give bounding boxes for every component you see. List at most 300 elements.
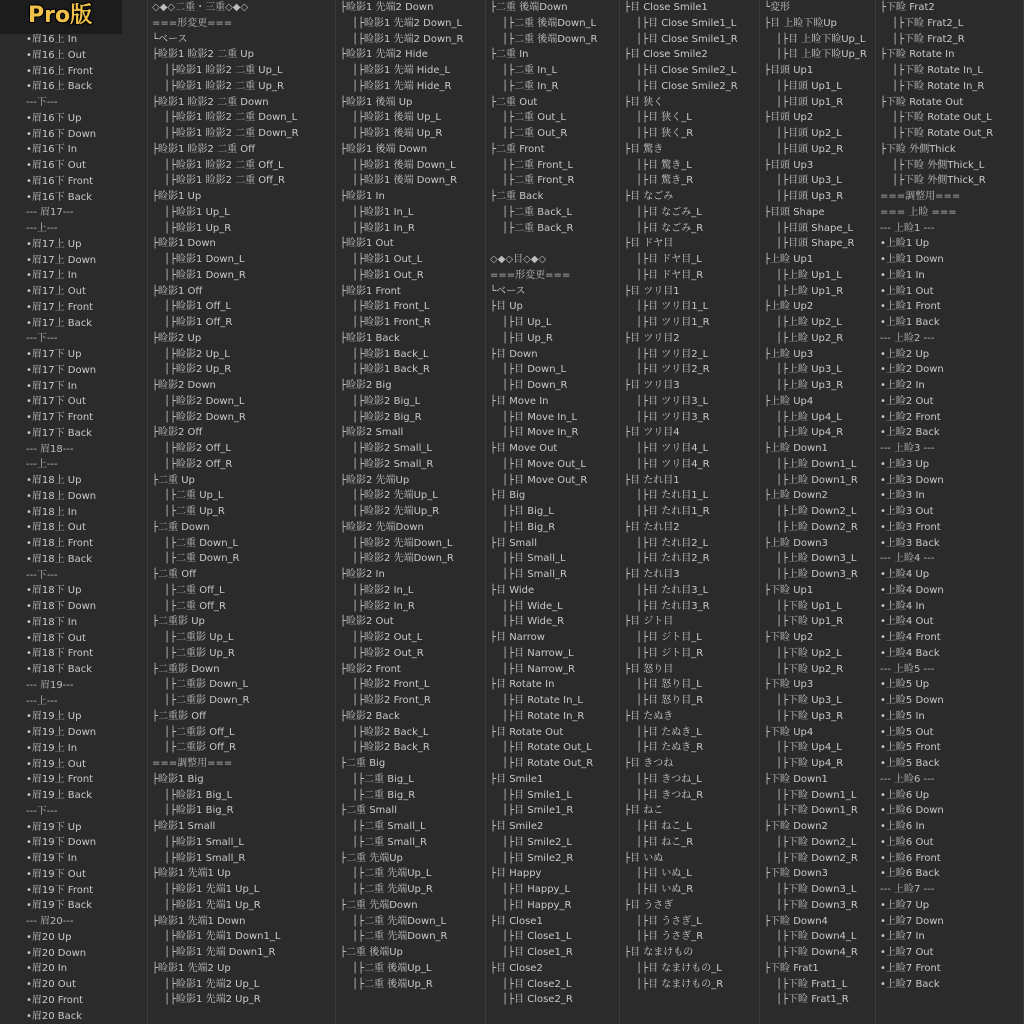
- shape-key-item[interactable]: •眉18下 Out: [26, 632, 86, 644]
- shape-key-item[interactable]: ├目 ドヤ目: [624, 238, 674, 250]
- shape-key-item[interactable]: │├二重 Back_L: [502, 206, 573, 218]
- shape-key-item[interactable]: │├睑影2 Down_R: [164, 411, 246, 423]
- shape-key-item[interactable]: ├目 Small: [490, 537, 537, 549]
- shape-key-item[interactable]: •眉17下 Down: [26, 364, 97, 376]
- shape-key-item[interactable]: │├目 Move Out_R: [502, 474, 588, 486]
- shape-key-item[interactable]: │├睑影1 Off_R: [164, 317, 233, 328]
- shape-key-item[interactable]: │├睑影2 Front_L: [352, 679, 430, 691]
- shape-key-item[interactable]: │├目 狭く_L: [636, 112, 692, 124]
- shape-key-item[interactable]: •眉17下 Up: [26, 349, 82, 360]
- shape-key-item[interactable]: │├下睑 Down3_L: [776, 884, 857, 895]
- shape-key-item[interactable]: •眉18下 Back: [26, 664, 93, 675]
- shape-key-item[interactable]: ├目 Narrow: [490, 632, 545, 643]
- shape-key-item[interactable]: │├睑影1 睑影2 二重 Off_R: [164, 175, 286, 187]
- shape-key-item[interactable]: │├睑影1 先端 Down1_R: [164, 947, 276, 958]
- shape-key-item[interactable]: │├下睑 外側Thick_L: [892, 159, 985, 171]
- shape-key-item[interactable]: •眉19下 Out: [26, 868, 86, 880]
- shape-key-item[interactable]: │├目 たれ目3_L: [636, 584, 709, 596]
- shape-key-item[interactable]: │├目 Small_L: [502, 553, 566, 565]
- shape-key-item[interactable]: ├睑影1 In: [340, 191, 385, 202]
- shape-key-item[interactable]: │├睑影2 Back_R: [352, 742, 430, 754]
- shape-key-item[interactable]: •上睑5 Front: [880, 742, 941, 754]
- shape-key-item[interactable]: ├二重 後端Up: [340, 947, 403, 958]
- shape-key-item[interactable]: │├目頭 Up3_L: [776, 175, 842, 187]
- shape-key-item[interactable]: │├下睑 Frat2_R: [892, 33, 965, 45]
- shape-key-item[interactable]: •眉19下 Up: [26, 821, 82, 833]
- shape-key-item[interactable]: ├目 うさぎ: [624, 899, 674, 911]
- shape-key-item[interactable]: │├上睑 Down1_L: [776, 458, 857, 470]
- shape-key-item[interactable]: │├睑影2 先端Down_L: [352, 537, 453, 549]
- shape-key-item[interactable]: │├目 Smile2_R: [502, 852, 574, 864]
- shape-key-item[interactable]: ├目 Up: [490, 301, 523, 313]
- shape-key-item[interactable]: │├睑影1 Big_L: [164, 789, 233, 801]
- shape-key-item[interactable]: │├二重 先端Up_R: [352, 884, 433, 895]
- shape-key-item[interactable]: │├目 驚き_R: [636, 175, 694, 187]
- shape-key-item[interactable]: •眉18下 Front: [26, 648, 94, 660]
- shape-key-item[interactable]: ├睑影1 先端2 Up: [152, 962, 231, 974]
- shape-key-item[interactable]: ├下睑 Up2: [764, 632, 814, 643]
- shape-key-item[interactable]: •眉16下 Back: [26, 191, 93, 203]
- shape-key-item[interactable]: │├上睑 Down2_R: [776, 521, 858, 533]
- shape-key-item[interactable]: │├目 いぬ_R: [636, 884, 694, 895]
- shape-key-item[interactable]: │├二重 先端Down_R: [352, 931, 448, 943]
- shape-key-item[interactable]: │├目 なまけもの_L: [636, 962, 722, 974]
- shape-key-item[interactable]: ├上睑 Up3: [764, 348, 814, 360]
- shape-key-item[interactable]: │├二重 Out_L: [502, 112, 566, 124]
- shape-key-item[interactable]: ├睑影1 Down: [152, 238, 216, 250]
- shape-key-item[interactable]: •眉17下 Out: [26, 396, 86, 408]
- shape-key-item[interactable]: │├二重 Up_R: [164, 506, 225, 517]
- shape-key-item[interactable]: │├下睑 Down2_L: [776, 836, 857, 848]
- shape-key-item[interactable]: •上睑6 Front: [880, 852, 941, 864]
- shape-key-item[interactable]: │├下睑 Down2_R: [776, 852, 858, 864]
- shape-key-item[interactable]: │├下睑 Up2_R: [776, 663, 844, 675]
- shape-key-item[interactable]: │├二重 先端Up_L: [352, 868, 432, 880]
- shape-key-item[interactable]: │├目 ツリ目3_R: [636, 411, 710, 423]
- shape-key-item[interactable]: •眉16上 In: [26, 34, 78, 45]
- shape-key-item[interactable]: ├目 Move Out: [490, 443, 558, 454]
- shape-key-item[interactable]: ├目 Smile1: [490, 773, 544, 785]
- shape-key-item[interactable]: ├下睑 Frat2: [880, 2, 935, 13]
- shape-key-item[interactable]: ├睑影2 Back: [340, 710, 400, 722]
- shape-key-item[interactable]: ├下睑 Up1: [764, 584, 814, 596]
- shape-key-item[interactable]: │├二重 Off_R: [164, 600, 226, 612]
- shape-key-item[interactable]: │├二重 Front_R: [502, 175, 575, 187]
- shape-key-item[interactable]: └ベース: [490, 285, 526, 297]
- shape-key-item[interactable]: │├睑影1 睑影2 二重 Up_L: [164, 65, 283, 76]
- shape-key-item[interactable]: │├上睑 Down3_R: [776, 569, 858, 580]
- shape-key-item[interactable]: •上睑2 Out: [880, 395, 934, 407]
- shape-key-item[interactable]: │├目 狭く_R: [636, 128, 694, 139]
- shape-key-item[interactable]: •上睑1 Back: [880, 317, 940, 328]
- shape-key-item[interactable]: │├目 Wide_L: [502, 600, 563, 612]
- shape-key-item[interactable]: •上睑1 Down: [880, 254, 944, 265]
- shape-key-item[interactable]: │├目 Close2_R: [502, 994, 573, 1006]
- shape-key-item[interactable]: │├目 ねこ_R: [636, 836, 694, 848]
- shape-key-item[interactable]: └変形: [764, 2, 791, 13]
- shape-key-item[interactable]: •上睑5 Up: [880, 679, 930, 691]
- shape-key-item[interactable]: •眉17上 Up: [26, 238, 82, 250]
- shape-key-item[interactable]: •上睑1 Front: [880, 301, 941, 313]
- shape-key-item[interactable]: •上睑5 Out: [880, 726, 934, 738]
- shape-key-item[interactable]: ├目頭 Up2: [764, 112, 814, 124]
- shape-key-item[interactable]: │├睑影1 Up_L: [164, 206, 230, 218]
- shape-key-item[interactable]: │├目 驚き_L: [636, 159, 692, 171]
- shape-key-item[interactable]: ├睑影2 先端Up: [340, 474, 410, 486]
- shape-key-item[interactable]: │├目 なまけもの_R: [636, 978, 724, 990]
- shape-key-item[interactable]: │├目 ツリ目2_R: [636, 364, 710, 376]
- shape-key-item[interactable]: ├睑影1 Back: [340, 332, 400, 344]
- shape-key-item[interactable]: │├上睑 Up1_R: [776, 285, 844, 297]
- shape-key-item[interactable]: │├睑影1 後端 Up_L: [352, 112, 441, 124]
- shape-key-item[interactable]: │├上睑 Up4_L: [776, 411, 842, 423]
- shape-key-item[interactable]: •眉16上 Front: [26, 65, 94, 77]
- shape-key-item[interactable]: •眉18上 Up: [26, 475, 82, 486]
- shape-key-item[interactable]: •眉18下 Up: [26, 585, 82, 597]
- shape-key-item[interactable]: │├目 ドヤ目_L: [636, 254, 702, 265]
- shape-key-item[interactable]: │├睑影2 Out_L: [352, 632, 423, 643]
- shape-key-item[interactable]: │├目頭 Up2_L: [776, 128, 842, 139]
- shape-key-item[interactable]: │├睑影2 Front_R: [352, 695, 431, 706]
- shape-key-item[interactable]: •眉16下 Down: [26, 128, 97, 140]
- shape-key-item[interactable]: └ベース: [152, 33, 188, 45]
- shape-key-item[interactable]: │├二重 後端Down_L: [502, 17, 597, 29]
- shape-key-item[interactable]: ├目 Close1: [490, 915, 543, 927]
- shape-key-item[interactable]: │├下睑 Up4_R: [776, 758, 844, 769]
- shape-key-item[interactable]: │├目 Rotate Out_L: [502, 742, 592, 754]
- shape-key-item[interactable]: •眉19上 Front: [26, 774, 94, 786]
- shape-key-item[interactable]: │├睑影1 Small_L: [164, 836, 244, 848]
- shape-key-item[interactable]: │├目 Up_L: [502, 317, 552, 328]
- shape-key-item[interactable]: ├目 上睑下睑Up: [764, 17, 837, 29]
- shape-key-item[interactable]: │├上睑 Down3_L: [776, 553, 857, 565]
- shape-key-item[interactable]: │├二重影 Off_L: [164, 726, 235, 738]
- shape-key-item[interactable]: │├目 ドヤ目_R: [636, 269, 704, 281]
- shape-key-item[interactable]: │├二重 先端Down_L: [352, 915, 447, 927]
- shape-key-item[interactable]: •上睑3 In: [880, 490, 925, 502]
- shape-key-item[interactable]: │├目 Smile2_L: [502, 836, 572, 848]
- shape-key-item[interactable]: ├目 Wide: [490, 584, 535, 596]
- shape-key-item[interactable]: │├目 Close1_R: [502, 947, 573, 958]
- shape-key-item[interactable]: ├上睑 Up1: [764, 254, 814, 265]
- shape-key-item[interactable]: ├目 ねこ: [624, 805, 664, 817]
- shape-key-item[interactable]: │├目頭 Up3_R: [776, 191, 844, 202]
- shape-key-item[interactable]: ├睑影2 Small: [340, 427, 404, 439]
- shape-key-item[interactable]: ├目 いぬ: [624, 852, 664, 864]
- shape-key-item[interactable]: │├睑影2 Big_R: [352, 411, 422, 423]
- shape-key-item[interactable]: │├目 上睑下睑Up_L: [776, 33, 866, 45]
- shape-key-item[interactable]: ├睑影2 Front: [340, 663, 401, 675]
- shape-key-item[interactable]: │├下睑 Down3_R: [776, 899, 858, 911]
- shape-key-item[interactable]: │├目 Smile1_R: [502, 805, 574, 817]
- shape-key-item[interactable]: ├睑影1 先端2 Hide: [340, 49, 428, 61]
- shape-key-item[interactable]: │├上睑 Up3_R: [776, 380, 844, 391]
- shape-key-item[interactable]: ├睑影2 Down: [152, 380, 216, 391]
- shape-key-item[interactable]: ├二重 In: [490, 49, 529, 61]
- shape-key-item[interactable]: │├目 Close Smile1_L: [636, 17, 737, 29]
- shape-key-item[interactable]: │├睑影1 Out_L: [352, 254, 423, 265]
- shape-key-item[interactable]: ├二重 後端Down: [490, 2, 568, 13]
- shape-key-item[interactable]: •上睑2 In: [880, 380, 925, 391]
- shape-key-item[interactable]: •眉18上 Back: [26, 553, 93, 565]
- shape-key-item[interactable]: │├目 ツリ目4_R: [636, 458, 710, 470]
- shape-key-item[interactable]: ├睑影2 Out: [340, 616, 394, 628]
- shape-key-item[interactable]: ├目 たれ目2: [624, 521, 680, 533]
- shape-key-item[interactable]: │├目 Rotate Out_R: [502, 758, 594, 769]
- shape-key-item[interactable]: │├目 Narrow_L: [502, 647, 574, 659]
- shape-key-item[interactable]: •眉16下 In: [26, 144, 78, 156]
- shape-key-item[interactable]: ├上睑 Down3: [764, 537, 828, 549]
- shape-key-item[interactable]: │├目 ツリ目1_L: [636, 301, 709, 313]
- shape-key-item[interactable]: │├目頭 Shape_R: [776, 238, 855, 250]
- shape-key-item[interactable]: •上睑7 Out: [880, 947, 934, 958]
- shape-key-item[interactable]: │├睑影1 Off_L: [164, 301, 231, 313]
- shape-key-item[interactable]: ├睑影1 Small: [152, 821, 216, 832]
- shape-key-item[interactable]: •眉17上 Down: [26, 254, 97, 266]
- shape-key-item[interactable]: │├目 Rotate In_L: [502, 695, 583, 706]
- shape-key-item[interactable]: │├目頭 Up2_R: [776, 143, 844, 155]
- shape-key-item[interactable]: │├目 Small_R: [502, 569, 567, 580]
- shape-key-item[interactable]: │├睑影1 In_L: [352, 206, 414, 218]
- shape-key-item[interactable]: │├睑影1 後端 Down_L: [352, 159, 456, 171]
- shape-key-item[interactable]: │├目 たれ目3_R: [636, 600, 710, 612]
- shape-key-item[interactable]: │├二重 Off_L: [164, 584, 225, 596]
- shape-key-item[interactable]: │├睑影1 先端1 Down1_L: [164, 931, 281, 943]
- shape-key-item[interactable]: │├目 Close Smile2_R: [636, 80, 738, 92]
- shape-key-item[interactable]: •眉20 Out: [26, 979, 76, 990]
- shape-key-item[interactable]: │├下睑 Rotate In_R: [892, 80, 985, 92]
- shape-key-item[interactable]: ├二重 Down: [152, 521, 210, 533]
- shape-key-item[interactable]: •上睑3 Front: [880, 521, 941, 533]
- shape-key-item[interactable]: ├目 Close2: [490, 962, 543, 974]
- shape-key-item[interactable]: │├睑影2 Small_R: [352, 458, 434, 470]
- shape-key-item[interactable]: │├目 きつね_R: [636, 789, 704, 801]
- shape-key-item[interactable]: │├上睑 Down1_R: [776, 474, 858, 486]
- shape-key-item[interactable]: •上睑4 Front: [880, 632, 941, 643]
- shape-key-item[interactable]: │├目 Narrow_R: [502, 663, 575, 675]
- shape-key-item[interactable]: ├目 なごみ: [624, 191, 674, 202]
- shape-key-item[interactable]: │├目頭 Shape_L: [776, 222, 854, 234]
- shape-key-item[interactable]: ├二重影 Up: [152, 616, 205, 628]
- shape-key-item[interactable]: │├目 たぬき_R: [636, 742, 704, 754]
- shape-key-item[interactable]: │├二重 Up_L: [164, 490, 224, 502]
- shape-key-item[interactable]: │├目 ツリ目2_L: [636, 348, 709, 360]
- shape-key-item[interactable]: │├目 Down_R: [502, 380, 568, 391]
- shape-key-item[interactable]: ├睑影1 Off: [152, 285, 203, 297]
- shape-key-item[interactable]: ├睑影2 Big: [340, 380, 392, 391]
- shape-key-item[interactable]: │├下睑 Frat2_L: [892, 17, 964, 29]
- shape-key-item[interactable]: │├二重 Big_R: [352, 789, 416, 801]
- shape-key-item[interactable]: ├睑影1 後端 Down: [340, 143, 428, 155]
- shape-key-item[interactable]: │├目 ツリ目4_L: [636, 443, 709, 454]
- shape-key-item[interactable]: ├睑影1 睑影2 二重 Up: [152, 49, 254, 61]
- shape-key-item[interactable]: │├下睑 外側Thick_R: [892, 175, 986, 187]
- shape-key-item[interactable]: ├目頭 Up3: [764, 159, 814, 171]
- shape-key-item[interactable]: │├睑影1 先端1 Up_L: [164, 884, 260, 895]
- shape-key-item[interactable]: │├睑影1 先端 Hide_R: [352, 80, 452, 92]
- shape-key-item[interactable]: •上睑6 In: [880, 821, 925, 832]
- shape-key-item[interactable]: ├下睑 Rotate Out: [880, 96, 964, 108]
- shape-key-item[interactable]: •眉20 Up: [26, 931, 72, 943]
- shape-key-item[interactable]: │├上睑 Down2_L: [776, 506, 857, 517]
- shape-key-item[interactable]: │├睑影2 Down_L: [164, 395, 245, 407]
- shape-key-item[interactable]: ├下睑 外側Thick: [880, 143, 956, 155]
- shape-key-item[interactable]: •眉17下 Back: [26, 427, 93, 439]
- shape-key-item[interactable]: ├目 狭く: [624, 96, 664, 108]
- shape-key-item[interactable]: •上睑4 Out: [880, 616, 934, 628]
- shape-key-item[interactable]: │├上睑 Up2_R: [776, 332, 844, 344]
- shape-key-item[interactable]: │├目 きつね_L: [636, 773, 702, 785]
- shape-key-item[interactable]: │├二重 Small_R: [352, 836, 427, 848]
- shape-key-item[interactable]: │├睑影1 Down_R: [164, 269, 246, 281]
- shape-key-item[interactable]: │├目 たれ目2_L: [636, 537, 709, 549]
- shape-key-item[interactable]: •眉20 Back: [26, 1010, 83, 1022]
- shape-key-item[interactable]: •眉19上 Up: [26, 711, 82, 723]
- shape-key-item[interactable]: │├睑影2 Off_R: [164, 458, 233, 470]
- shape-key-item[interactable]: •眉18下 In: [26, 616, 78, 628]
- shape-key-item[interactable]: │├目 Move In_R: [502, 427, 579, 439]
- shape-key-item[interactable]: │├二重 Down_R: [164, 553, 240, 565]
- shape-key-item[interactable]: │├目 たれ目1_R: [636, 506, 710, 517]
- shape-key-item[interactable]: •上睑5 Down: [880, 695, 944, 706]
- shape-key-item[interactable]: •眉17上 Back: [26, 317, 93, 329]
- shape-key-item[interactable]: │├睑影1 Back_L: [352, 348, 429, 360]
- shape-key-item[interactable]: •眉19下 Front: [26, 884, 94, 896]
- shape-key-item[interactable]: │├睑影1 睑影2 二重 Down_L: [164, 112, 298, 124]
- shape-key-item[interactable]: •眉17下 Front: [26, 412, 94, 423]
- shape-key-item[interactable]: ├目頭 Up1: [764, 65, 814, 76]
- shape-key-item[interactable]: •上睑1 Up: [880, 238, 930, 250]
- shape-key-item[interactable]: │├下睑 Up4_L: [776, 742, 842, 754]
- shape-key-item[interactable]: ├目 Close Smile1: [624, 2, 708, 13]
- shape-key-item[interactable]: │├目 Big_L: [502, 506, 554, 517]
- shape-key-item[interactable]: ├二重 Back: [490, 191, 544, 202]
- shape-key-item[interactable]: │├睑影2 先端Up_R: [352, 506, 440, 517]
- shape-key-item[interactable]: •眉18上 Out: [26, 522, 86, 534]
- shape-key-item[interactable]: •上睑6 Back: [880, 868, 940, 880]
- shape-key-item[interactable]: │├二重影 Up_L: [164, 632, 234, 643]
- shape-key-item[interactable]: •上睑4 Down: [880, 584, 944, 596]
- shape-key-item[interactable]: ├上睑 Up4: [764, 395, 814, 407]
- shape-key-item[interactable]: │├二重 Front_L: [502, 159, 574, 171]
- shape-key-item[interactable]: │├睑影1 睑影2 二重 Off_L: [164, 159, 284, 171]
- shape-key-item[interactable]: •上睑3 Up: [880, 458, 930, 470]
- shape-key-item[interactable]: •眉18上 Down: [26, 490, 97, 502]
- shape-key-item[interactable]: •上睑2 Down: [880, 364, 944, 376]
- shape-key-item[interactable]: │├睑影2 Big_L: [352, 395, 421, 407]
- shape-key-item[interactable]: │├二重影 Down_R: [164, 695, 250, 706]
- shape-key-item[interactable]: │├下睑 Up3_R: [776, 710, 844, 722]
- shape-key-item[interactable]: │├目 Smile1_L: [502, 789, 572, 801]
- shape-key-item[interactable]: │├目 ねこ_L: [636, 821, 692, 832]
- shape-key-item[interactable]: ├睑影1 先端1 Down: [152, 915, 246, 927]
- shape-key-item[interactable]: ├目 きつね: [624, 758, 674, 769]
- shape-key-item[interactable]: │├目 Close1_L: [502, 931, 572, 943]
- shape-key-item[interactable]: │├睑影1 睑影2 二重 Down_R: [164, 128, 299, 139]
- shape-key-item[interactable]: ├目 Close Smile2: [624, 49, 708, 61]
- shape-key-item[interactable]: •上睑1 In: [880, 269, 925, 281]
- shape-key-item[interactable]: │├二重 Out_R: [502, 128, 568, 139]
- shape-key-item[interactable]: ├目 たれ目1: [624, 474, 680, 486]
- shape-key-item[interactable]: •上睑5 In: [880, 710, 925, 722]
- shape-key-item[interactable]: ├睑影2 先端Down: [340, 521, 424, 533]
- shape-key-item[interactable]: │├下睑 Rotate Out_L: [892, 112, 992, 124]
- shape-key-item[interactable]: │├目 ツリ目3_L: [636, 395, 709, 407]
- shape-key-item[interactable]: ├目 たぬき: [624, 710, 674, 722]
- shape-key-item[interactable]: ├下睑 Down1: [764, 773, 828, 785]
- shape-key-item[interactable]: •上睑3 Back: [880, 537, 940, 549]
- shape-key-item[interactable]: │├睑影1 Small_R: [164, 852, 246, 864]
- shape-key-item[interactable]: │├二重 Big_L: [352, 773, 414, 785]
- shape-key-item[interactable]: │├二重影 Off_R: [164, 742, 236, 754]
- shape-key-item[interactable]: │├上睑 Up4_R: [776, 427, 844, 439]
- shape-key-item[interactable]: •上睑7 Down: [880, 915, 944, 927]
- shape-key-item[interactable]: │├下睑 Rotate In_L: [892, 65, 983, 76]
- shape-key-item[interactable]: │├睑影2 Up_L: [164, 348, 230, 360]
- shape-key-item[interactable]: ├睑影1 Up: [152, 191, 202, 202]
- shape-key-item[interactable]: │├睑影1 先端2 Down_R: [352, 33, 464, 45]
- shape-key-item[interactable]: │├目 うさぎ_R: [636, 931, 704, 943]
- shape-key-item[interactable]: ├目頭 Shape: [764, 206, 825, 218]
- shape-key-item[interactable]: │├睑影1 先端2 Down_L: [352, 17, 463, 29]
- shape-key-item[interactable]: │├下睑 Up3_L: [776, 695, 842, 706]
- shape-key-item[interactable]: ├睑影2 In: [340, 569, 385, 580]
- shape-key-item[interactable]: │├二重 後端Down_R: [502, 33, 598, 45]
- shape-key-item[interactable]: ├睑影1 Out: [340, 238, 394, 250]
- shape-key-item[interactable]: │├目 うさぎ_L: [636, 915, 702, 927]
- shape-key-item[interactable]: •眉17上 Out: [26, 286, 86, 297]
- shape-key-item[interactable]: │├目 たれ目1_L: [636, 490, 709, 502]
- shape-key-item[interactable]: •上睑4 Back: [880, 647, 940, 659]
- shape-key-item[interactable]: │├下睑 Down1_L: [776, 789, 857, 801]
- shape-key-item[interactable]: │├二重 In_L: [502, 65, 558, 76]
- shape-key-item[interactable]: │├睑影1 Front_L: [352, 301, 430, 313]
- shape-key-item[interactable]: │├目 Rotate In_R: [502, 710, 585, 722]
- shape-key-item[interactable]: •上睑6 Up: [880, 789, 930, 801]
- shape-key-item[interactable]: │├睑影1 先端 Hide_L: [352, 65, 451, 76]
- shape-key-item[interactable]: •眉19上 Back: [26, 790, 93, 801]
- shape-key-item[interactable]: ├二重 先端Up: [340, 852, 403, 864]
- shape-key-item[interactable]: •上睑2 Front: [880, 411, 941, 423]
- shape-key-item[interactable]: •眉20 Front: [26, 994, 84, 1006]
- shape-key-item[interactable]: •上睑7 Up: [880, 899, 930, 911]
- shape-key-item[interactable]: ├睑影2 Off: [152, 427, 203, 439]
- shape-key-item[interactable]: ├目 ツリ目1: [624, 285, 680, 297]
- shape-key-item[interactable]: ├二重 先端Down: [340, 899, 418, 911]
- shape-key-item[interactable]: │├二重 In_R: [502, 80, 559, 92]
- shape-key-item[interactable]: •眉19上 Down: [26, 727, 97, 738]
- shape-key-item[interactable]: ├目 なまけもの: [624, 947, 694, 958]
- shape-key-item[interactable]: │├目 Close Smile1_R: [636, 33, 738, 45]
- shape-key-item[interactable]: │├二重 Back_R: [502, 222, 574, 234]
- shape-key-item[interactable]: •眉19下 Down: [26, 837, 97, 849]
- shape-key-item[interactable]: ├目 怒り目: [624, 663, 674, 675]
- shape-key-item[interactable]: ├下睑 Rotate In: [880, 49, 955, 61]
- shape-key-item[interactable]: ├目 ツリ目4: [624, 427, 680, 439]
- shape-key-item[interactable]: │├目 Big_R: [502, 521, 556, 533]
- shape-key-item[interactable]: │├目 ジト目_R: [636, 647, 704, 659]
- shape-key-item[interactable]: •眉17上 Front: [26, 301, 94, 313]
- shape-key-item[interactable]: │├下睑 Down4_R: [776, 947, 858, 958]
- shape-key-item[interactable]: ├目 驚き: [624, 143, 664, 155]
- shape-key-item[interactable]: •眉16下 Out: [26, 160, 86, 171]
- shape-key-item[interactable]: │├下睑 Up2_L: [776, 647, 842, 659]
- shape-key-item[interactable]: │├二重 後端Up_L: [352, 962, 432, 974]
- shape-key-item[interactable]: ├目 ジト目: [624, 616, 674, 628]
- shape-key-item[interactable]: •上睑5 Back: [880, 758, 940, 769]
- shape-key-item[interactable]: •眉16下 Up: [26, 112, 82, 124]
- shape-key-item[interactable]: │├睑影1 先端2 Up_L: [164, 978, 260, 990]
